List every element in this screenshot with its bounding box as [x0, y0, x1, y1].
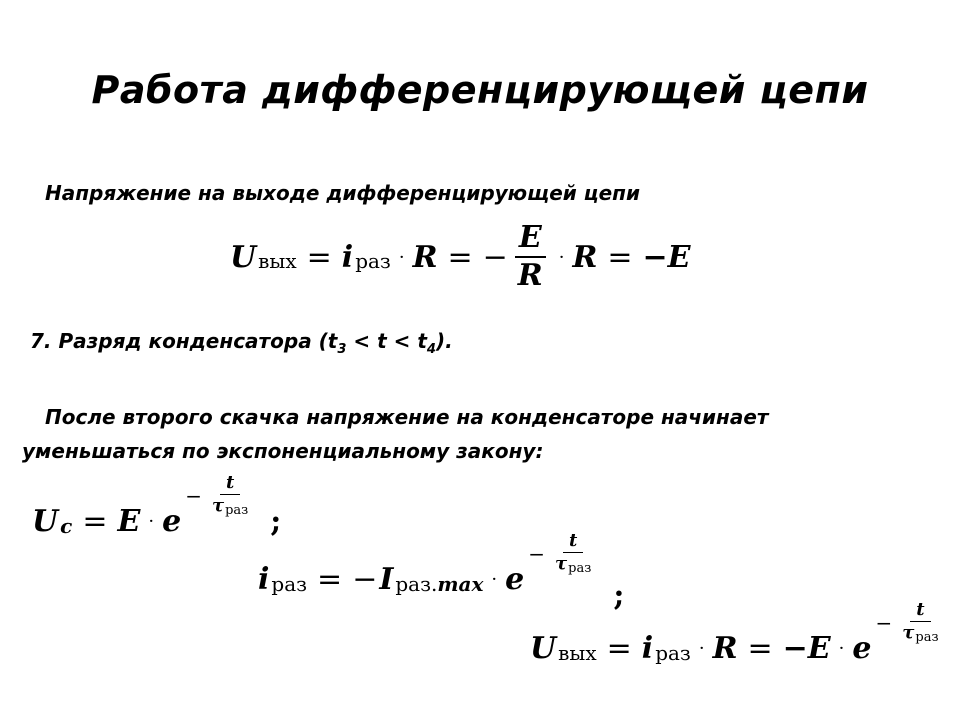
- minus-sign: −: [482, 239, 508, 275]
- symbol-r: R: [712, 631, 738, 666]
- dot-operator: ·: [398, 246, 405, 268]
- step-7-prefix: 7. Разряд конденсатора (t: [30, 329, 338, 353]
- subscript-disch-max: [395, 572, 483, 596]
- fraction-denominator: R: [517, 258, 543, 293]
- formula-discharge-current: [258, 530, 625, 613]
- exponent: [875, 599, 946, 646]
- dot-operator: ·: [698, 638, 705, 659]
- exponent: [185, 472, 256, 519]
- equals-sign: =: [607, 239, 633, 275]
- step-7-heading: [30, 324, 453, 367]
- subscript-disch: раз: [355, 249, 391, 273]
- formula-capacitor-voltage: [32, 472, 282, 545]
- subscript-disch: раз: [271, 571, 308, 596]
- subscript-disch: раз: [568, 561, 592, 576]
- minus-e: −E: [782, 631, 831, 666]
- subscript-max-part: max: [437, 571, 484, 596]
- minus-sign: −: [875, 610, 893, 635]
- equals-sign: =: [447, 239, 473, 275]
- minus-sign: −: [185, 483, 202, 508]
- dot-operator: ·: [558, 246, 565, 268]
- exponent: [528, 530, 599, 577]
- fraction-numerator: E: [515, 220, 546, 258]
- symbol-i: i: [258, 562, 270, 597]
- symbol-tau: τ: [211, 495, 225, 516]
- fraction-t-over-tau: [551, 530, 595, 577]
- dot-operator: ·: [148, 511, 155, 532]
- subscript-out: вых: [558, 640, 597, 665]
- formula-output-voltage-discharge: [530, 599, 947, 672]
- fraction-numerator: t: [910, 599, 930, 622]
- fraction-denominator: [898, 622, 942, 646]
- page-title: Работа дифференцирующей цепи: [91, 68, 869, 112]
- symbol-e-capital: E: [117, 504, 141, 539]
- equals-sign: =: [306, 239, 332, 275]
- equals-sign: =: [82, 504, 108, 539]
- fraction-e-over-r: [514, 220, 547, 294]
- symbol-e-exp: e: [852, 631, 872, 666]
- equals-sign: =: [606, 631, 632, 666]
- symbol-i-capital: I: [379, 562, 394, 597]
- fraction-numerator: t: [563, 530, 583, 553]
- paragraph-line-2: уменьшаться по экспоненциальному закону:: [22, 439, 544, 463]
- symbol-tau: τ: [902, 622, 915, 643]
- text-output-voltage: Напряжение на выходе дифференцирующей цепи: [45, 181, 640, 205]
- symbol-i: i: [341, 239, 354, 275]
- symbol-r: R: [572, 239, 598, 275]
- semicolon: ;: [613, 578, 625, 613]
- fraction-t-over-tau: [208, 472, 252, 519]
- fraction-denominator: [551, 553, 595, 577]
- equals-sign: =: [747, 631, 773, 666]
- symbol-r: R: [412, 239, 438, 275]
- subscript-c: c: [60, 513, 73, 538]
- subscript-out: вых: [258, 249, 297, 273]
- symbol-e-exp: e: [162, 504, 182, 539]
- minus-sign: −: [528, 541, 546, 566]
- symbol-e-exp: e: [505, 562, 525, 597]
- symbol-u: U: [530, 631, 557, 666]
- dot-operator: ·: [838, 638, 845, 659]
- minus-sign: −: [352, 562, 378, 597]
- step-7-mid: < t < t: [346, 329, 427, 353]
- paragraph-line-1: После второго скачка напряжение на конденсаторе начинает: [45, 405, 769, 429]
- fraction-denominator: [208, 495, 252, 519]
- subscript-disch: раз: [655, 640, 691, 665]
- step-7-sub-4: 4: [426, 342, 436, 357]
- symbol-u: U: [230, 239, 257, 275]
- step-7-sub-3: 3: [337, 342, 347, 357]
- subscript-disch: раз: [915, 630, 939, 645]
- subscript-disch-part: раз.: [395, 571, 438, 596]
- semicolon: ;: [270, 504, 282, 539]
- equals-sign: =: [317, 562, 343, 597]
- formula-output-voltage: [230, 220, 691, 294]
- step-7-suffix: ).: [435, 329, 453, 353]
- subscript-disch: раз: [225, 503, 249, 518]
- fraction-numerator: t: [220, 472, 240, 495]
- dot-operator: ·: [491, 569, 498, 590]
- symbol-tau: τ: [555, 553, 568, 574]
- symbol-i: i: [641, 631, 654, 666]
- minus-e: −E: [642, 239, 691, 275]
- symbol-u: U: [32, 504, 59, 539]
- fraction-t-over-tau: [898, 599, 942, 646]
